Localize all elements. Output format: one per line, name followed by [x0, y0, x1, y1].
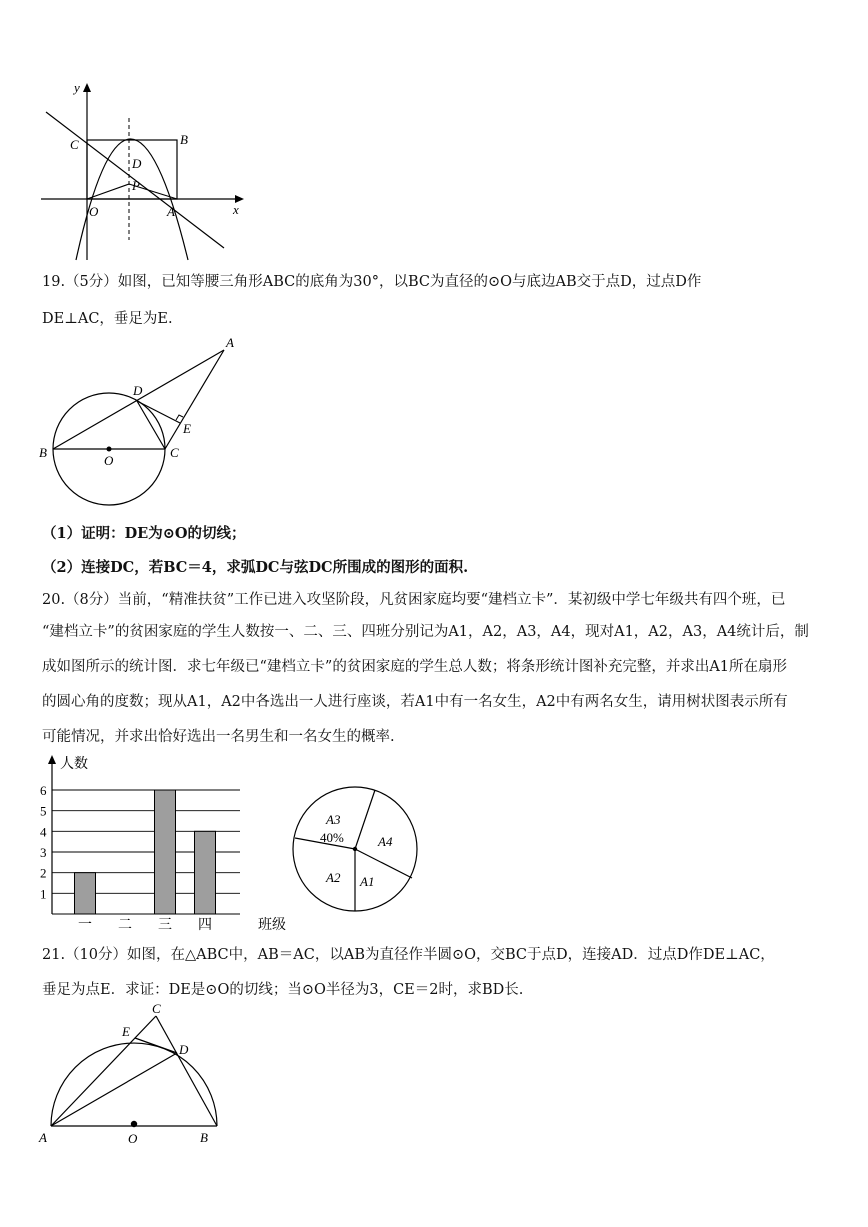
bar-ylabel: 人数	[60, 757, 88, 772]
label-B: B	[180, 132, 188, 147]
figure-21-semicircle-diagram	[36, 1000, 226, 1148]
figure-19-circle-diagram	[36, 333, 246, 508]
figure-18-coordinate-diagram	[36, 78, 256, 263]
bar-3	[195, 831, 216, 914]
y-tick-3: 3	[40, 845, 47, 860]
y-tick-1: 1	[40, 886, 47, 902]
label-O: O	[128, 1131, 138, 1146]
bar-2	[155, 790, 176, 914]
label-A: A	[226, 335, 234, 350]
x-category-3: 四	[198, 918, 212, 933]
pie-label-A2: A2	[326, 870, 341, 885]
label-B: B	[200, 1130, 208, 1145]
bar-0	[75, 873, 96, 914]
pie-label-A4: A4	[378, 834, 393, 849]
label-E: E	[183, 421, 191, 436]
y-tick-2: 2	[40, 865, 47, 881]
label-C: C	[152, 1001, 161, 1016]
figure-20-bar-chart	[30, 752, 300, 934]
bar-xlabel: 班级	[258, 918, 286, 933]
q19-line2: DE⊥AC，垂足为E.	[42, 311, 173, 327]
label-E: E	[122, 1024, 130, 1039]
label-B: B	[39, 445, 47, 460]
label-y: y	[74, 80, 80, 95]
y-tick-4: 4	[40, 824, 47, 840]
q20-line2: “建档立卡”的贫困家庭的学生人数按一、二、三、四班分别记为A1，A2，A3，A4，现对A1，A2，A3，A4统计后，制	[42, 624, 809, 640]
q20-line5: 可能情况，并求出恰好选出一名男生和一名女生的概率.	[42, 729, 395, 745]
figure-20-pie-chart	[290, 786, 422, 916]
label-C: C	[170, 445, 179, 460]
q21-line1: 21.（10分）如图，在△ABC中，AB＝AC，以AB为直径作半圆⊙O，交BC于点D，连接AD．过点D作DE⊥AC，	[42, 947, 775, 963]
x-category-2: 三	[158, 918, 172, 933]
x-category-1: 二	[118, 918, 132, 933]
pie-label-A3: A3	[326, 812, 341, 827]
label-D: D	[133, 383, 143, 398]
x-category-0: 一	[78, 918, 92, 933]
label-A: A	[167, 204, 175, 219]
q20-line3: 成如图所示的统计图．求七年级已“建档立卡”的贫困家庭的学生总人数；将条形统计图补充完整，并求出A1所在扇形	[42, 659, 788, 675]
label-D: D	[132, 156, 142, 171]
y-tick-6: 6	[40, 783, 47, 798]
pie-label-A1: A1	[360, 874, 375, 889]
label-D: D	[179, 1042, 189, 1057]
y-tick-5: 5	[40, 803, 47, 819]
q19-part1: （1）证明：DE为⊙O的切线；	[42, 525, 246, 542]
label-A: A	[39, 1130, 47, 1145]
label-x: x	[233, 202, 239, 217]
q20-line1: 20.（8分）当前，“精准扶贫”工作已进入攻坚阶段，凡贫困家庭均要“建档立卡”．某初级中学七年级共有四个班，已	[42, 592, 786, 608]
label-P: P	[132, 178, 140, 193]
label-O: O	[104, 453, 114, 468]
pie-annotation: 40%	[320, 830, 344, 845]
q19-part2: （2）连接DC，若BC＝4，求弧DC与弦DC所围成的图形的面积.	[42, 559, 469, 576]
label-O: O	[89, 204, 99, 219]
q20-line4: 的圆心角的度数；现从A1，A2中各选出一人进行座谈，若A1中有一名女生，A2中有两名女生，请用树状图表示所有	[42, 694, 788, 710]
q19-line1: 19.（5分）如图，已知等腰三角形ABC的底角为30°，以BC为直径的⊙O与底边AB交于点D，过点D作	[42, 274, 702, 290]
label-C: C	[70, 137, 79, 152]
q21-line2: 垂足为点E．求证：DE是⊙O的切线；当⊙O半径为3，CE＝2时，求BD长.	[42, 982, 524, 998]
